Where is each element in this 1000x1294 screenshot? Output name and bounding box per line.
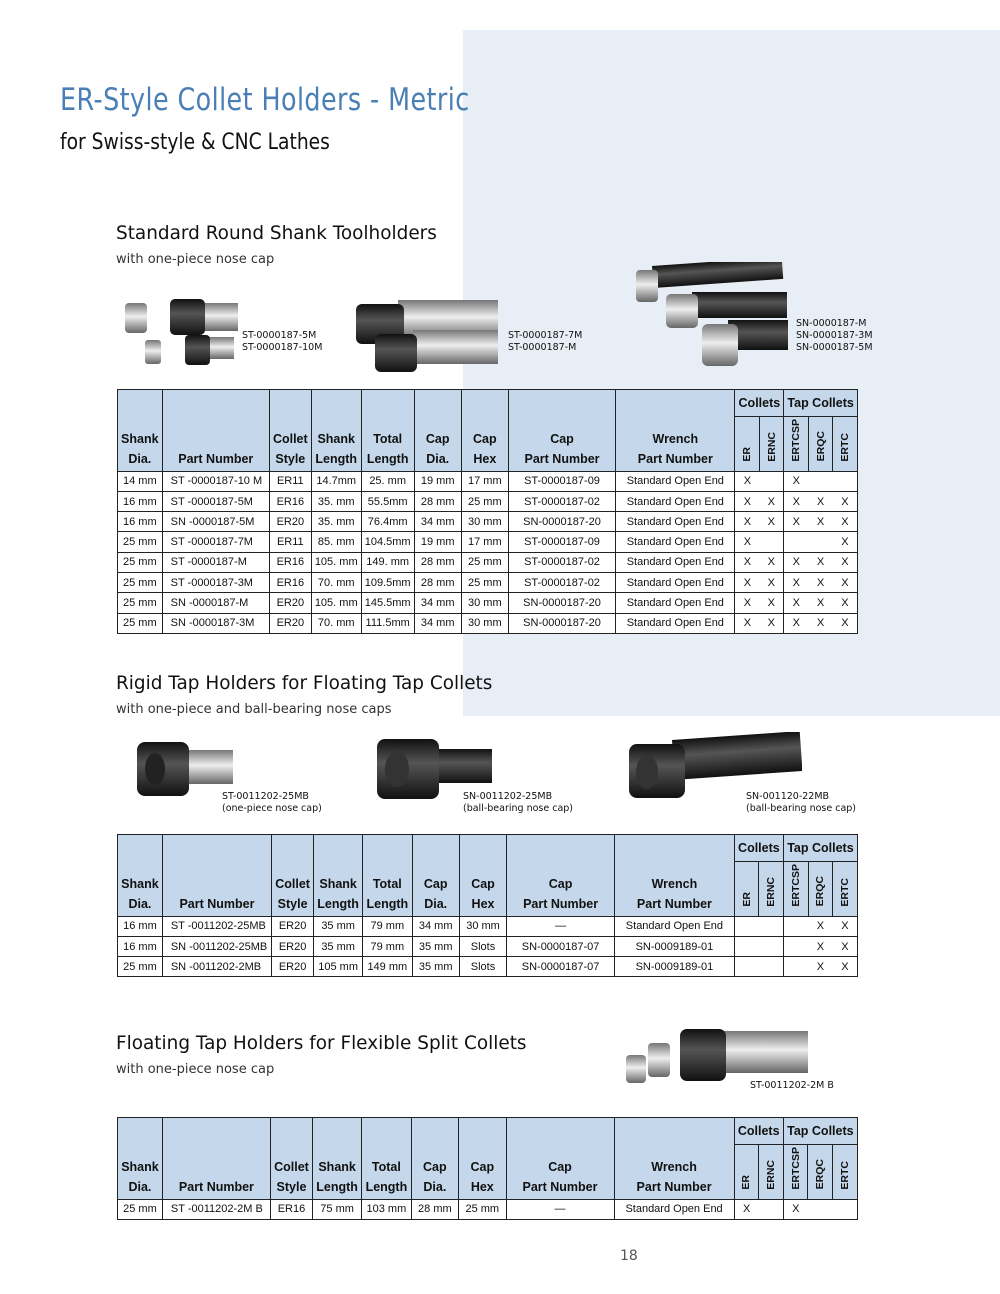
- cell-cap-hex: 30 mm: [459, 916, 506, 936]
- collets-group-header: Collets: [735, 390, 784, 417]
- cell-total-length: 76.4mm: [361, 512, 414, 532]
- cell-ertcsp-mark: [783, 936, 808, 956]
- cell-cap-hex: 25 mm: [459, 1199, 506, 1219]
- cell-shank-length: 35 mm: [314, 936, 363, 956]
- cell-ernc-mark: X: [759, 491, 783, 511]
- col-er: ER: [735, 417, 759, 472]
- table-row: [118, 593, 858, 613]
- collet-holder-image-large: [632, 262, 792, 374]
- image-caption: ST-0000187-7M ST-0000187-M: [508, 330, 583, 353]
- table-row: [118, 613, 858, 633]
- cell-cap-dia: 34 mm: [414, 613, 461, 633]
- cell-cap-part-number: ST-0000187-02: [508, 552, 615, 572]
- cell-wrench-part-number: Standard Open End: [616, 532, 735, 552]
- cell-ertc-mark: X: [833, 593, 858, 613]
- page-title: ER-Style Collet Holders - Metric: [60, 82, 470, 118]
- col-er: ER: [734, 1145, 759, 1200]
- cell-erqc-mark: X: [808, 593, 833, 613]
- image-caption: SN-001120-22MB (ball-bearing nose cap): [746, 791, 857, 814]
- cell-wrench-part-number: Standard Open End: [614, 916, 734, 936]
- cell-total-length: 25. mm: [361, 471, 414, 491]
- col-shank-dia: Shank Dia.: [118, 1118, 163, 1200]
- cell-wrench-part-number: Standard Open End: [616, 613, 735, 633]
- col-cap-dia: Cap Dia.: [412, 835, 459, 917]
- col-shank-length: Shank Length: [311, 390, 361, 472]
- collet-holder-image-small: [120, 295, 240, 385]
- cell-shank-dia: 25 mm: [118, 532, 163, 552]
- section-title: Floating Tap Holders for Flexible Split Collets: [116, 1032, 527, 1054]
- cell-part-number: SN -0011202-2MB: [162, 957, 271, 977]
- col-erqc: ERQC: [808, 862, 833, 917]
- cell-cap-hex: 30 mm: [461, 512, 508, 532]
- cell-ernc-mark: [759, 936, 784, 956]
- cell-total-length: 149. mm: [361, 552, 414, 572]
- cell-cap-hex: 17 mm: [461, 532, 508, 552]
- cell-cap-part-number: SN-0000187-20: [508, 512, 615, 532]
- cell-erqc-mark: X: [808, 491, 833, 511]
- table-row: [118, 1199, 858, 1219]
- collets-group-header: Collets: [734, 1118, 783, 1145]
- cell-wrench-part-number: Standard Open End: [614, 1199, 734, 1219]
- cell-cap-dia: 19 mm: [414, 471, 461, 491]
- cell-ertc-mark: X: [833, 532, 858, 552]
- cell-total-length: 109.5mm: [361, 573, 414, 593]
- section-title: Rigid Tap Holders for Floating Tap Collets: [116, 672, 493, 694]
- col-total-length: Total Length: [361, 390, 414, 472]
- cell-total-length: 103 mm: [362, 1199, 411, 1219]
- col-ertc: ERTC: [833, 1145, 858, 1200]
- col-collet-style: Collet Style: [272, 835, 314, 917]
- cell-er-mark: X: [735, 593, 759, 613]
- col-shank-length: Shank Length: [313, 1118, 362, 1200]
- cell-shank-length: 105. mm: [311, 593, 361, 613]
- cell-ertcsp-mark: [783, 916, 808, 936]
- section-subtitle: with one-piece nose cap: [116, 1062, 275, 1077]
- tap-collets-group-header: Tap Collets: [783, 835, 857, 862]
- cell-cap-hex: Slots: [459, 957, 506, 977]
- cell-wrench-part-number: Standard Open End: [616, 552, 735, 572]
- table-row: [118, 957, 858, 977]
- cell-ertc-mark: X: [833, 957, 858, 977]
- cell-shank-length: 35. mm: [311, 491, 361, 511]
- cell-er-mark: X: [735, 613, 759, 633]
- image-caption: SN-0011202-25MB (ball-bearing nose cap): [463, 791, 574, 814]
- cell-collet-style: ER11: [269, 471, 311, 491]
- cell-part-number: ST -0011202-2M B: [162, 1199, 270, 1219]
- cell-wrench-part-number: Standard Open End: [616, 471, 735, 491]
- cell-ertc-mark: X: [833, 613, 858, 633]
- cell-erqc-mark: X: [808, 957, 833, 977]
- cell-ernc-mark: X: [759, 552, 783, 572]
- cell-ertcsp-mark: X: [783, 1199, 808, 1219]
- cell-collet-style: ER11: [269, 532, 311, 552]
- cell-er-mark: [734, 916, 759, 936]
- cell-erqc-mark: [808, 471, 833, 491]
- col-cap-part-number: Cap Part Number: [508, 390, 615, 472]
- col-collet-style: Collet Style: [269, 390, 311, 472]
- col-part-number: Part Number: [162, 390, 269, 472]
- table-row: [118, 573, 858, 593]
- cell-cap-dia: 35 mm: [412, 957, 459, 977]
- col-ertc: ERTC: [833, 862, 858, 917]
- cell-collet-style: ER16: [269, 552, 311, 572]
- cell-cap-part-number: —: [506, 1199, 614, 1219]
- page-subtitle: for Swiss-style & CNC Lathes: [60, 130, 330, 155]
- cell-part-number: ST -0000187-3M: [162, 573, 269, 593]
- cell-wrench-part-number: SN-0009189-01: [614, 957, 734, 977]
- cell-shank-dia: 25 mm: [118, 552, 163, 572]
- cell-collet-style: ER20: [269, 613, 311, 633]
- cell-er-mark: X: [735, 532, 759, 552]
- col-total-length: Total Length: [362, 1118, 411, 1200]
- section-title: Standard Round Shank Toolholders: [116, 222, 437, 244]
- cell-ertcsp-mark: X: [784, 552, 809, 572]
- col-cap-hex: Cap Hex: [459, 835, 506, 917]
- cell-erqc-mark: X: [808, 552, 833, 572]
- cell-collet-style: ER16: [269, 491, 311, 511]
- cell-erqc-mark: X: [808, 613, 833, 633]
- col-er: ER: [734, 862, 759, 917]
- col-cap-hex: Cap Hex: [459, 1118, 506, 1200]
- col-part-number: Part Number: [162, 835, 271, 917]
- cell-cap-part-number: SN-0000187-20: [508, 593, 615, 613]
- col-erqc: ERQC: [808, 1145, 833, 1200]
- cell-shank-dia: 25 mm: [118, 1199, 163, 1219]
- cell-shank-length: 70. mm: [311, 613, 361, 633]
- cell-shank-dia: 25 mm: [118, 573, 163, 593]
- cell-cap-part-number: ST-0000187-09: [508, 471, 615, 491]
- cell-ertcsp-mark: [783, 957, 808, 977]
- cell-shank-dia: 16 mm: [118, 936, 163, 956]
- cell-part-number: ST -0011202-25MB: [162, 916, 271, 936]
- col-ernc: ERNC: [759, 862, 784, 917]
- table-row: [118, 552, 858, 572]
- cell-ertc-mark: X: [833, 936, 858, 956]
- cell-cap-hex: 25 mm: [461, 491, 508, 511]
- cell-total-length: 79 mm: [363, 936, 412, 956]
- cell-part-number: SN -0000187-3M: [162, 613, 269, 633]
- tap-holder-image-one-piece: [135, 738, 235, 800]
- cell-erqc-mark: X: [808, 936, 833, 956]
- table-row: [118, 532, 858, 552]
- col-wrench-part-number: Wrench Part Number: [616, 390, 735, 472]
- cell-ertcsp-mark: X: [784, 512, 809, 532]
- cell-cap-hex: 17 mm: [461, 471, 508, 491]
- cell-erqc-mark: X: [808, 512, 833, 532]
- cell-part-number: ST -0000187-7M: [162, 532, 269, 552]
- cell-shank-length: 35 mm: [314, 916, 363, 936]
- cell-er-mark: [734, 936, 759, 956]
- cell-cap-part-number: ST-0000187-09: [508, 532, 615, 552]
- cell-er-mark: X: [735, 491, 759, 511]
- cell-shank-dia: 25 mm: [118, 593, 163, 613]
- tap-collets-group-header: Tap Collets: [783, 1118, 857, 1145]
- collet-holder-image-medium: [353, 292, 503, 382]
- col-total-length: Total Length: [363, 835, 412, 917]
- col-shank-dia: Shank Dia.: [118, 390, 163, 472]
- cell-cap-dia: 28 mm: [414, 491, 461, 511]
- cell-collet-style: ER20: [269, 593, 311, 613]
- cell-shank-dia: 14 mm: [118, 471, 163, 491]
- cell-cap-dia: 28 mm: [414, 573, 461, 593]
- cell-ernc-mark: [759, 916, 784, 936]
- cell-wrench-part-number: SN-0009189-01: [614, 936, 734, 956]
- cell-erqc-mark: [808, 532, 833, 552]
- col-wrench-part-number: Wrench Part Number: [614, 835, 734, 917]
- cell-ernc-mark: X: [759, 573, 783, 593]
- cell-cap-dia: 35 mm: [412, 936, 459, 956]
- cell-collet-style: ER20: [269, 512, 311, 532]
- cell-cap-dia: 34 mm: [414, 512, 461, 532]
- cell-ertc-mark: X: [833, 552, 858, 572]
- cell-collet-style: ER20: [272, 957, 314, 977]
- cell-er-mark: X: [735, 471, 759, 491]
- floating-tap-holder-spec-table: [117, 1117, 858, 1220]
- cell-wrench-part-number: Standard Open End: [616, 512, 735, 532]
- cell-er-mark: X: [734, 1199, 759, 1219]
- col-cap-hex: Cap Hex: [461, 390, 508, 472]
- table-row: [118, 512, 858, 532]
- col-ertcsp: ERTCSP: [783, 862, 808, 917]
- cell-cap-part-number: ST-0000187-02: [508, 573, 615, 593]
- col-cap-dia: Cap Dia.: [411, 1118, 458, 1200]
- cell-ernc-mark: X: [759, 613, 783, 633]
- cell-ertc-mark: X: [833, 573, 858, 593]
- cell-cap-dia: 28 mm: [414, 552, 461, 572]
- cell-cap-hex: Slots: [459, 936, 506, 956]
- cell-er-mark: X: [735, 512, 759, 532]
- table-row: [118, 471, 858, 491]
- cell-ernc-mark: X: [759, 512, 783, 532]
- cell-cap-dia: 19 mm: [414, 532, 461, 552]
- image-caption: ST-0000187-5M ST-0000187-10M: [242, 330, 323, 353]
- cell-part-number: ST -0000187-M: [162, 552, 269, 572]
- cell-ernc-mark: [759, 471, 783, 491]
- cell-ernc-mark: X: [759, 593, 783, 613]
- cell-part-number: SN -0011202-25MB: [162, 936, 271, 956]
- section-subtitle: with one-piece nose cap: [116, 252, 275, 267]
- cell-total-length: 149 mm: [363, 957, 412, 977]
- col-ernc: ERNC: [759, 417, 783, 472]
- cell-shank-length: 75 mm: [313, 1199, 362, 1219]
- col-cap-dia: Cap Dia.: [414, 390, 461, 472]
- cell-erqc-mark: X: [808, 916, 833, 936]
- floating-tap-holder-image: [620, 1025, 810, 1087]
- cell-cap-hex: 30 mm: [461, 613, 508, 633]
- cell-ertcsp-mark: X: [784, 613, 809, 633]
- cell-shank-dia: 25 mm: [118, 957, 163, 977]
- cell-shank-dia: 16 mm: [118, 491, 163, 511]
- cell-wrench-part-number: Standard Open End: [616, 573, 735, 593]
- cell-cap-part-number: SN-0000187-07: [507, 957, 615, 977]
- cell-cap-dia: 34 mm: [414, 593, 461, 613]
- cell-cap-hex: 25 mm: [461, 552, 508, 572]
- col-ernc: ERNC: [759, 1145, 784, 1200]
- cell-total-length: 145.5mm: [361, 593, 414, 613]
- col-ertcsp: ERTCSP: [784, 417, 809, 472]
- col-cap-part-number: Cap Part Number: [506, 1118, 614, 1200]
- cell-collet-style: ER16: [270, 1199, 312, 1219]
- cell-part-number: SN -0000187-5M: [162, 512, 269, 532]
- cell-shank-length: 14.7mm: [311, 471, 361, 491]
- cell-ertc-mark: X: [833, 916, 858, 936]
- cell-total-length: 111.5mm: [361, 613, 414, 633]
- col-cap-part-number: Cap Part Number: [507, 835, 615, 917]
- rigid-tap-holder-spec-table: [117, 834, 858, 977]
- col-part-number: Part Number: [162, 1118, 270, 1200]
- cell-part-number: SN -0000187-M: [162, 593, 269, 613]
- cell-ertcsp-mark: X: [784, 491, 809, 511]
- cell-cap-hex: 30 mm: [461, 593, 508, 613]
- cell-shank-length: 105 mm: [314, 957, 363, 977]
- cell-part-number: ST -0000187-10 M: [162, 471, 269, 491]
- cell-shank-dia: 25 mm: [118, 613, 163, 633]
- image-caption: ST-0011202-2M B: [750, 1080, 834, 1091]
- cell-shank-length: 35. mm: [311, 512, 361, 532]
- table-row: [118, 491, 858, 511]
- cell-shank-dia: 16 mm: [118, 916, 163, 936]
- cell-ertc-mark: X: [833, 512, 858, 532]
- image-caption: SN-0000187-M SN-0000187-3M SN-0000187-5M: [796, 318, 873, 353]
- cell-ertcsp-mark: X: [784, 593, 809, 613]
- col-shank-length: Shank Length: [314, 835, 363, 917]
- cell-ertcsp-mark: X: [784, 471, 809, 491]
- image-caption: ST-0011202-25MB (one-piece nose cap): [222, 791, 322, 814]
- table-row: [118, 916, 858, 936]
- cell-ernc-mark: [759, 532, 783, 552]
- cell-cap-dia: 34 mm: [412, 916, 459, 936]
- cell-cap-part-number: SN-0000187-20: [508, 613, 615, 633]
- cell-collet-style: ER16: [269, 573, 311, 593]
- cell-collet-style: ER20: [272, 916, 314, 936]
- cell-cap-part-number: ST-0000187-02: [508, 491, 615, 511]
- section-subtitle: with one-piece and ball-bearing nose caps: [116, 702, 392, 717]
- cell-erqc-mark: [808, 1199, 833, 1219]
- col-collet-style: Collet Style: [270, 1118, 312, 1200]
- cell-ernc-mark: [759, 1199, 784, 1219]
- cell-erqc-mark: X: [808, 573, 833, 593]
- cell-ertcsp-mark: [784, 532, 809, 552]
- cell-wrench-part-number: Standard Open End: [616, 593, 735, 613]
- cell-cap-hex: 25 mm: [461, 573, 508, 593]
- table-row: [118, 936, 858, 956]
- cell-total-length: 79 mm: [363, 916, 412, 936]
- col-erqc: ERQC: [808, 417, 833, 472]
- cell-ertc-mark: X: [833, 491, 858, 511]
- cell-collet-style: ER20: [272, 936, 314, 956]
- toolholder-spec-table: [117, 389, 858, 634]
- cell-shank-length: 85. mm: [311, 532, 361, 552]
- cell-part-number: ST -0000187-5M: [162, 491, 269, 511]
- cell-total-length: 104.5mm: [361, 532, 414, 552]
- cell-ernc-mark: [759, 957, 784, 977]
- cell-cap-part-number: SN-0000187-07: [507, 936, 615, 956]
- cell-shank-length: 70. mm: [311, 573, 361, 593]
- cell-total-length: 55.5mm: [361, 491, 414, 511]
- col-shank-dia: Shank Dia.: [118, 835, 163, 917]
- cell-er-mark: X: [735, 573, 759, 593]
- tap-collets-group-header: Tap Collets: [784, 390, 858, 417]
- cell-ertc-mark: [833, 471, 858, 491]
- cell-shank-dia: 16 mm: [118, 512, 163, 532]
- cell-shank-length: 105. mm: [311, 552, 361, 572]
- cell-er-mark: [734, 957, 759, 977]
- collets-group-header: Collets: [734, 835, 783, 862]
- page-number: 18: [620, 1248, 638, 1264]
- col-ertcsp: ERTCSP: [783, 1145, 808, 1200]
- cell-ertc-mark: [833, 1199, 858, 1219]
- cell-cap-dia: 28 mm: [411, 1199, 458, 1219]
- cell-ertcsp-mark: X: [784, 573, 809, 593]
- col-wrench-part-number: Wrench Part Number: [614, 1118, 734, 1200]
- col-ertc: ERTC: [833, 417, 858, 472]
- cell-cap-part-number: —: [507, 916, 615, 936]
- cell-wrench-part-number: Standard Open End: [616, 491, 735, 511]
- cell-er-mark: X: [735, 552, 759, 572]
